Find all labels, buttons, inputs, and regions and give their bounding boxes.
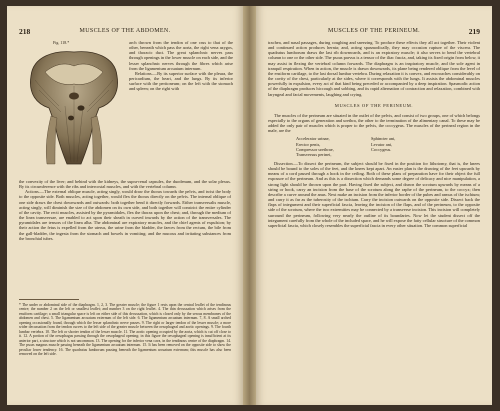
left-running-title: MUSCLES OF THE ABDOMEN. xyxy=(79,28,171,34)
muscle-list xyxy=(296,136,446,157)
right-main-text xyxy=(268,40,480,228)
footnote-block xyxy=(19,296,231,356)
right-page-number: 219 xyxy=(468,27,480,36)
footnote: * The under or abdominal side of the diaphragm. 1, 2, 3. The greater muscle; the figure 1 rests upon the central leaflet of the tendinous centre; the number 2 on the left or smallest leaflet; and number 3 on the right leaflet. 4. The thin decussation which arises from the ensiform cartilage; a small triangular space is left on either side of this decussation, which is closed only by the serous membranes of the abdomen and chest. 5. The ligamentum arcuatum externum of the left side. 6. The ligamentum arcuatum internum. 7, 8. A small arched opening occasionally found, through which the lesser splanchnic nerve passes. 9. The right or larger tendon of the lesser muscle; a more wider decussation from the tendon curves to the left side of the greater muscle between the oesophageal and aortic openings. 9. The fourth lumbar vertebra. 10. The left or shorter tendon of the lesser muscle. 11. The aortic opening occupied by the aorta, which is cut off close to it. 12. A portion of the oesophagus passing through the oesophageal opening; in this figure the oesophageal opening is insufficient at its anterior part, a structure which is not uncommon. 13. The opening for the inferior vena cava, in the tendinous centre of the diaphragm. 14. The psoas magnus muscle passing beneath the ligamentum arcuatum internum. 15. It has been removed on the opposite side to show the peculiar lower tendency. 16. The quadratus lumborum passing beneath the ligamentum arcuatum externum; this muscle has also been removed on the left side. xyxy=(19,303,231,356)
paragraph: the convexity of the liver; and behind with the kidneys, the supra-renal capsules, the duodenum, and the solar plexus. By its circumference with the ribs and intercostal muscles, and with the vertebral column. xyxy=(19,179,231,190)
paragraph-dissection: Dissection.—To dissect the perineum, the subject should be fixed in the position for lithotomy, that is, the knees should be bound to the soles of the feet, and the knees kept apart. An easier plan is the drawing of the feet upwards by means of a cord passed through a hook in the ceiling. Both of these plans of preparation have for their object the full exposure of the perineum. And as this is a dissection which demands some degree of delicacy and nice manipulation, a strong light should be thrown upon the part. Having fixed the subject, and drawn the scrotum upwards by means of a string or hook, carry an incision from the base of the scrotum along the raphe of the perineum, to the coccyx; then describe a curve around the anus. Next make an incision from the inferior border of the pubes and ramus of the ischium; and carry it as far as the tuberosity of the ischium. Carry the incision outwards on the opposite side. Dissect back the flaps of integument and their superficial fascia, leaving the incision of the flaps, and of the perineum, to the opposite side of the scrotum, where the two extremities may be connected by a transverse incision. This incision will completely surround the perineum, following very nearly the outline of its boundaries. Now let the student dissect off the integument carefully from the whole of the included space, and he will expose the fatty cellular structure of the common superficial fascia, which closely resembles the superficial fascia in every other situation. The common superficial xyxy=(268,160,480,228)
list-item: Levator ani, xyxy=(371,141,393,147)
footnote-rule xyxy=(19,299,79,300)
left-page xyxy=(7,6,243,405)
book-gutter xyxy=(243,6,256,405)
right-running-title: MUSCLES OF THE PERINEUM. xyxy=(328,28,420,34)
left-running-head xyxy=(19,28,231,36)
left-page-number: 218 xyxy=(19,27,31,36)
right-page xyxy=(256,6,492,405)
paragraph-actions: Actions.—The external oblique muscle, acting singly, would draw the thorax towards the pelvis, and twist the body to the opposite side. Both muscles, acting together, would flex the thorax directly on the pelvis. The internal oblique of one side draws the chest downwards and outwards: both together bend it directly forwards. Either transversalis muscle, acting singly, will diminish the size of the abdomen on its own side, and both together will constrict the entire cylinder of the cavity. The recti muscles, assisted by the pyramidales, flex the thorax upon the chest; and, through the medium of the linea transversae, are enabled to act upon their sheath in curved inwards by the action of the transversales. The pyramidales are tensors of the linea alba. The abdominal are expiratory muscles, and the chief agents of expulsion; by their action the fetus is expelled from the uterus, the urine from the bladder, the faeces from the rectum, the bile from the gall-bladder, the ingesta from the stomach and bowels in vomiting; and the mucous and irritating substances from the bronchial tubes. xyxy=(19,189,231,241)
figure-label: Fig. 118.* xyxy=(53,40,70,45)
list-item xyxy=(371,152,446,157)
paragraph: trachea, and nasal passages, during coughing and sneezing. To produce these effects they all act together. Their violent and continued action produces hernia; and, acting spasmodically, they may occasion rupture of the viscera. The quadratus lumborum draws the last rib downwards, and is an expiratory muscle; it also serves to bend the vertebral column to one or the other side. The psoas parvus is a tensor of the iliac fascia, and, taking its fixed origin from below, it may assist in flexing the vertebral column forwards. The diaphragm is an inspiratory muscle, and the sole agent in tranquil respiration. When in action, the muscle is drawn downwards, its plane being rendered oblique from the level of the ensiform cartilage, to the last dorsal lumbar vertebra. During relaxation it is convex, and encroaches considerably on the cavity of the chest, particularly at the sides, where it corresponds with the lungs. It assists the abdominal muscles powerfully in expulsion, every act of that kind being preceded or accompanied by a deep inspiration. Spasmodic action of the diaphragm produces hiccough and sobbing, and its rapid alternation of contraction and relaxation, combined with laryngeal and facial movements, laughing and crying. xyxy=(268,40,480,97)
right-running-head xyxy=(268,28,480,36)
paragraph-intro: The muscles of the perineum are situated in the outlet of the pelvis, and consist of two groups, one of which belongs especially to the organs of generation and urethra, the other to the termination of the alimentary canal. To these may be added the only pair of muscles which is proper to the pelvis, the coccygeus. The muscles of the perineal region in the male, are the xyxy=(268,112,480,134)
diaphragm-illustration xyxy=(25,46,123,166)
list-item: Compressor urethrae, xyxy=(296,146,334,152)
list-item: Coccygeus. xyxy=(371,146,392,152)
section-heading: MUSCLES OF THE PERINEUM. xyxy=(334,102,414,108)
left-main-text xyxy=(19,179,231,241)
paragraph-relations: Relations.—By its superior surface with the pleura, the pericardium, the heart, and the lungs. By its inferior surface with the peritoneum; on the left with the stomach and spleen; on the right with xyxy=(129,70,233,92)
list-item: Accelerator urinae, xyxy=(296,136,330,142)
list-item: Sphincter ani, xyxy=(371,136,396,142)
figure-side-column xyxy=(129,40,233,92)
list-item: Erector penis, xyxy=(296,141,321,147)
paragraph: arch thrown from the tendon of one crus to that of the other, beneath which pass the aorta, the right vena azygos, and thoracic duct. The great splanchnic nerves pass through openings in the lower muscle on each side, and the lesser splanchnic nerves through the fibres which arise from the ligamentum arcuatum internum. xyxy=(129,40,234,71)
list-item: Transversus perinei, xyxy=(296,151,332,157)
